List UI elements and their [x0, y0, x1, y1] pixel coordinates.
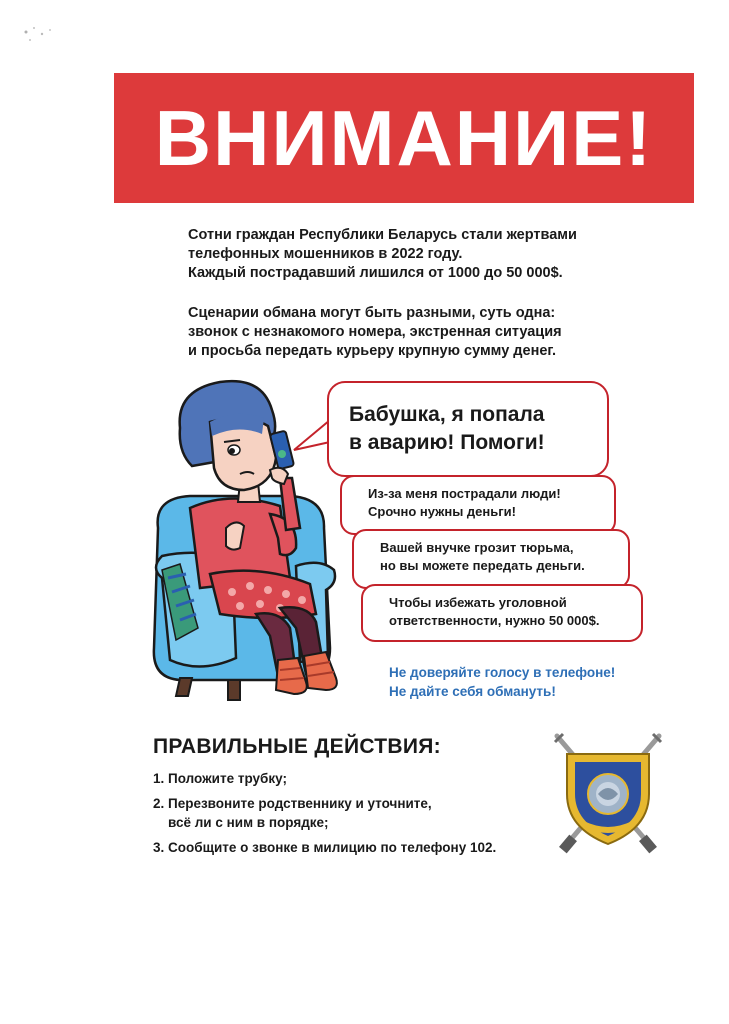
attention-banner: [114, 73, 694, 203]
bubble-line: в аварию! Помоги!: [349, 431, 545, 454]
investigative-committee-emblem: [553, 732, 663, 854]
intro-line: телефонных мошенников в 2022 году.: [188, 246, 463, 262]
banner-title: ВНИМАНИЕ!: [154, 93, 654, 182]
bubble-line: Вашей внучке грозит тюрьма,: [380, 540, 574, 555]
bubble-line: Срочно нужны деньги!: [368, 504, 516, 519]
actions-list: [153, 769, 496, 857]
bubble-line: ответственности, нужно 50 000$.: [389, 613, 600, 628]
bubble-line: но вы можете передать деньги.: [380, 558, 585, 573]
intro-line: звонок с незнакомого номера, экстренная ситуация: [188, 324, 562, 340]
intro-paragraph-1: [188, 226, 577, 283]
bubble-line: Бабушка, я попала: [349, 403, 545, 426]
action-item-continued: всё ли с ним в порядке;: [168, 815, 329, 830]
speech-bubble-tail: [292, 416, 332, 456]
intro-paragraph-2: [188, 304, 562, 361]
scan-specks: [20, 22, 70, 52]
speech-bubble-3: [352, 529, 630, 589]
intro-line: Каждый пострадавший лишился от 1000 до 50 000$.: [188, 265, 563, 281]
intro-line: и просьба передать курьеру крупную сумму денег.: [188, 343, 557, 359]
actions-title: ПРАВИЛЬНЫЕ ДЕЙСТВИЯ:: [153, 735, 441, 758]
intro-line: Сотни граждан Республики Беларусь стали жертвами: [188, 227, 577, 243]
bubble-line: Чтобы избежать уголовной: [389, 595, 567, 610]
action-item: 1. Положите трубку;: [153, 771, 287, 786]
warning-text: [389, 663, 615, 701]
speech-bubble-main: [327, 381, 609, 477]
action-item: 3. Сообщите о звонке в милицию по телефону 102.: [153, 840, 497, 855]
action-item: 2. Перезвоните родственнику и уточните,: [153, 796, 432, 811]
bubble-line: Из-за меня пострадали люди!: [368, 486, 561, 501]
warning-line: Не дайте себя обмануть!: [389, 684, 556, 699]
speech-bubble-2: [340, 475, 616, 535]
warning-line: Не доверяйте голосу в телефоне!: [389, 665, 616, 680]
intro-line: Сценарии обмана могут быть разными, суть одна:: [188, 305, 556, 321]
speech-bubble-4: [361, 584, 643, 642]
